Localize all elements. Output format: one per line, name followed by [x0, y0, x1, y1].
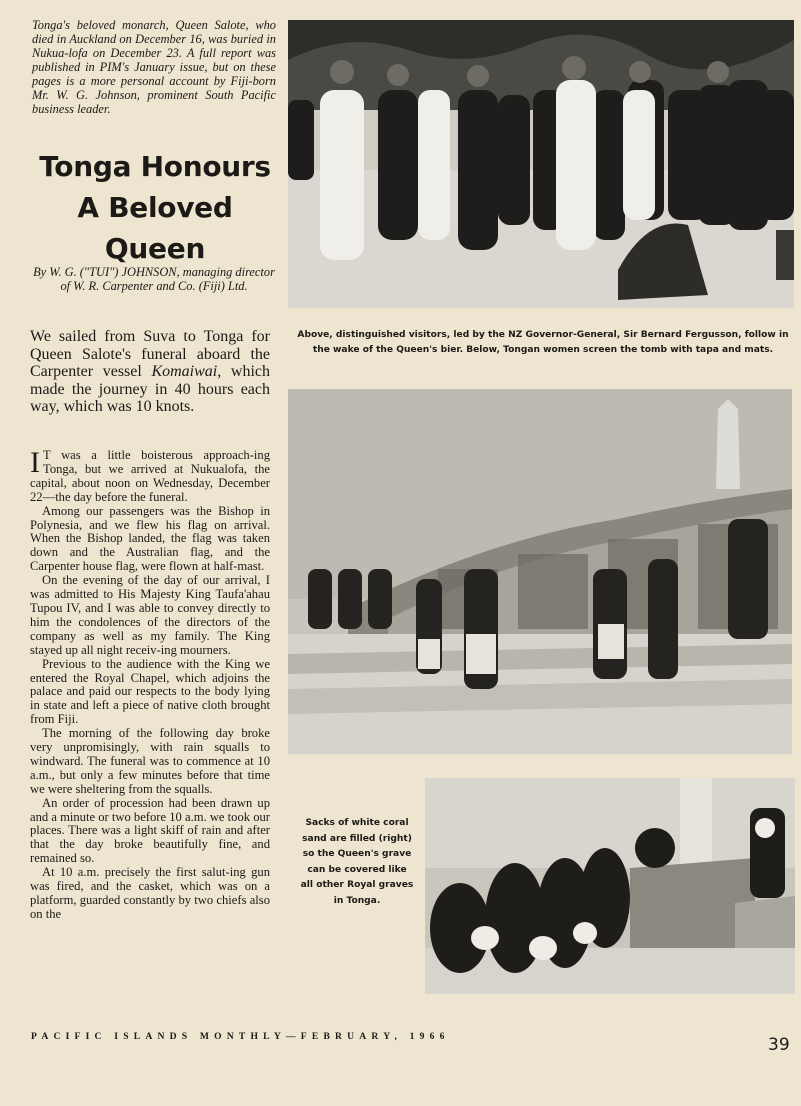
body-paragraph-1 [30, 446, 270, 505]
lead-text-end: which made the journey in 40 hours each way, which was 10 knots. [30, 363, 270, 416]
lead-paragraph [30, 328, 270, 416]
article-title [30, 146, 280, 269]
ship-name: Komaiwai, [151, 363, 222, 381]
body-paragraph-2: Among our passengers was the Bishop in Polynesia, and we flew his flag on arrival. When the Bishop landed, the flag was taken down and the Australian flag, and the Carpenter house flag, were flown at half-mast. [30, 503, 270, 574]
article-body [30, 446, 270, 922]
title-line-3: Queen [104, 232, 206, 265]
side-photo-caption: Sacks of white coral sand are filled (right) so the Queen's grave can be covered like all other Royal graves in Tonga. [300, 818, 414, 906]
title-line-2: A Beloved [77, 191, 233, 224]
tomb-screening-photo [288, 389, 792, 754]
body-paragraph-3: On the evening of the day of our arrival, I was admitted to His Majesty King Taufa'ahau Tupou IV, and I was able to convey directly to him the condolences of the directors of the company as well as my family. The King stayed up all night receiv-ing mourners. [30, 573, 270, 657]
body-paragraph-7: At 10 a.m. precisely the first salut-ing gun was fired, and the casket, which was on a platform, guarded constantly by two chiefs also on the [30, 865, 270, 921]
top-photo-caption: Above, distinguished visitors, led by the NZ Governor-General, Sir Bernard Fergusson, follow in the wake of the Queen's bier. Below, Tongan women screen the tomb with tapa and mats. [297, 330, 789, 355]
procession-photo [288, 20, 794, 308]
title-line-1: Tonga Honours [39, 150, 271, 183]
body-paragraph-4: Previous to the audience with the King we entered the Royal Chapel, which adjoins the palace and paid our respects to the body lying in state and left a piece of native cloth brought from Fiji. [30, 656, 270, 727]
paragraph-text: T was a little boisterous approach-ing Tonga, but we arrived at Nukualofa, the capital, about noon on Wednesday, December 22—the day before the funeral. [30, 448, 270, 504]
body-paragraph-5: The morning of the following day broke very unpromisingly, with rain squalls to windward. The funeral was to commence at 10 a.m., but only a few minutes before that time we were sheltering from the squalls. [30, 726, 270, 796]
running-footer: PACIFIC ISLANDS MONTHLY—FEBRUARY, 1966 [31, 1031, 450, 1042]
byline: By W. G. ("TUI") JOHNSON, managing director of W. R. Carpenter and Co. (Fiji) Ltd. [33, 265, 275, 293]
body-paragraph-6: An order of procession had been drawn up and a minute or two before 10 a.m. we took our places. There was a light skiff of rain and after that the day broke beautifully fine, and remained so. [30, 795, 270, 866]
page-number: 39 [768, 1035, 790, 1055]
coral-sand-photo [425, 778, 795, 994]
intro-note: Tonga's beloved monarch, Queen Salote, who died in Auckland on December 16, was buried in Nukua-lofa on December 23. A full report was published in PIM's January issue, but on these pages is a more personal account by Fiji-born Mr. W. G. Johnson, prominent South Pacific business leader. [32, 18, 276, 116]
drop-cap: I [30, 446, 40, 479]
lead-text-start: We sailed from Suva to Tonga for Queen Salote's funeral aboard the Carpenter vessel [30, 328, 270, 381]
